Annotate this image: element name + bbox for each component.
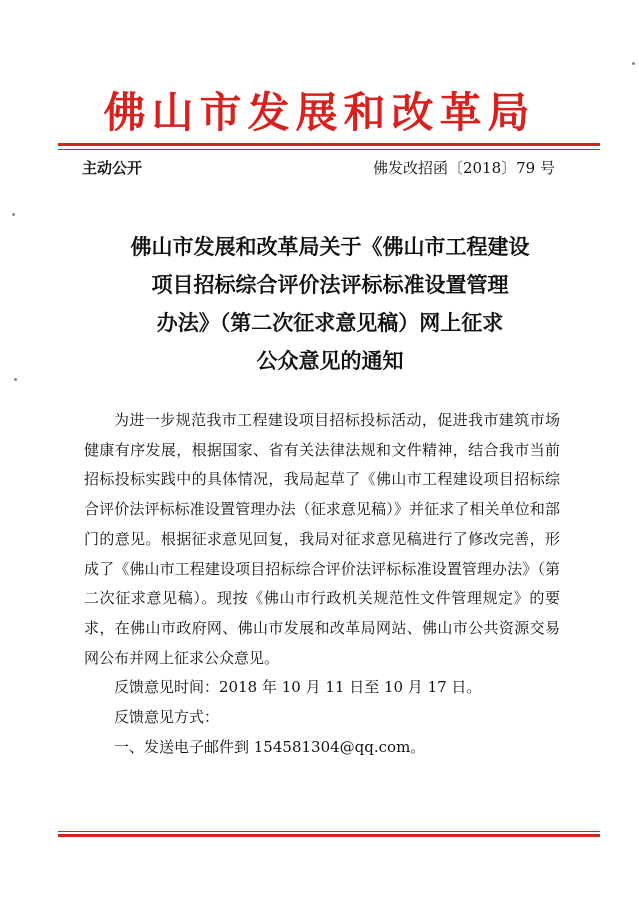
body-paragraph: 为进一步规范我市工程建设项目招标投标活动，促进我市建筑市场健康有序发展，根据国家、省有关法律法规和文件精神，结合我市当前招标投标实践中的具体情况，我局起草了《佛山市工程建设项目招标综合评价法评标标准设置管理办法（征求意见稿）》并征求了相关单位和部门的意见。根据征求意见回复，我局对征求意见稿进行了修改完善，形成了《佛山市工程建设项目招标综合评价法评标标准设置管理办法》（第二次征求意见稿）。现按《佛山市行政机关规范性文件管理规定》的要求，在佛山市政府网、佛山市发展和改革局网站、佛山市公共资源交易网公布并网上征求公众意见。 [84,411,560,667]
header-divider-thick [58,143,600,146]
feedback-method-heading: 反馈意见方式： [114,708,220,727]
disclosure-label: 主动公开 [82,159,143,177]
feedback-method-item: 一、发送电子邮件到 154581304@qq.com。 [114,737,426,756]
footer-divider-thick [58,834,600,837]
title-line: 办法》（第二次征求意见稿）网上征求 [156,310,504,335]
feedback-time: 反馈意见时间：2018 年 10 月 11 日至 10 月 17 日。 [114,678,482,697]
scan-speck [14,378,17,381]
title-line: 佛山市发展和改革局关于《佛山市工程建设 [130,234,530,259]
footer-divider-thin [58,831,600,832]
scan-speck [632,62,635,65]
scan-speck [12,213,15,216]
document-number: 佛发改招函〔2018〕79 号 [372,159,555,177]
header-divider-thin [58,149,600,150]
document-title [60,228,600,380]
title-line: 公众意见的通知 [256,348,404,373]
document-body [84,406,560,762]
title-line: 项目招标综合评价法评标标准设置管理 [151,272,509,297]
issuing-authority-title: 佛山市发展和改革局 [103,88,536,137]
